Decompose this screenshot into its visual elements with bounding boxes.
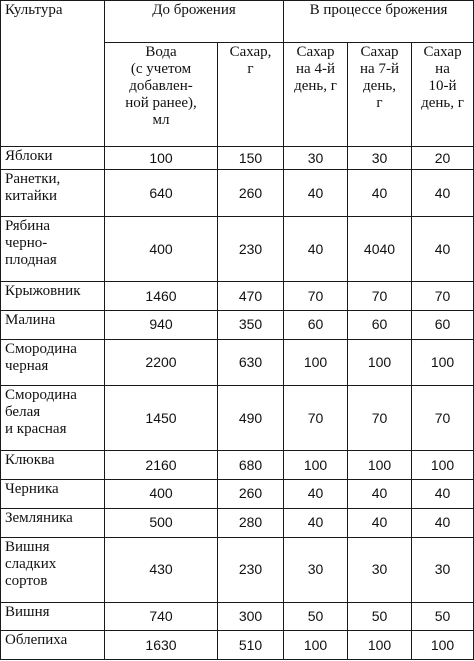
sugar-cell: 230 [218,537,284,602]
text-line: сладких [5,555,57,572]
text-line: Крыжовник [5,283,81,300]
culture-name-cell [1,217,105,282]
text-line: Облепиха [5,632,68,649]
header-culture: Культура [1,1,105,147]
water-cell: 1460 [105,282,218,311]
sugar-day4-cell: 70 [284,282,348,311]
text-line: Малина [5,311,56,328]
water-cell: 430 [105,537,218,602]
sugar-day7-cell: 70 [348,386,412,451]
sugar-cell: 280 [218,508,284,537]
water-cell: 500 [105,508,218,537]
table-row [1,147,474,170]
text-line: белая [5,404,41,421]
sugar-day10-cell: 40 [412,508,474,537]
text-line: Ранетки, [5,171,61,188]
water-cell: 740 [105,602,218,631]
text-line: Вишня [5,538,50,555]
culture-name-cell [1,282,105,311]
water-cell: 400 [105,480,218,509]
sugar-day7-cell: 40 [348,170,412,217]
culture-name-cell [1,602,105,631]
table-row [1,537,474,602]
text-line: г [247,61,254,77]
header-before-fermentation: До брожения [105,1,284,43]
sugar-day10-cell: 70 [412,282,474,311]
table-row [1,508,474,537]
text-line: Сахар [360,44,399,60]
text-line: Смородина [5,387,77,404]
culture-name-cell [1,147,105,170]
sugar-day4-cell: 40 [284,508,348,537]
table-row [1,339,474,386]
sugar-cell: 260 [218,170,284,217]
culture-name-cell [1,386,105,451]
text-line: Вишня [5,603,50,620]
text-line: черная [5,357,49,374]
sugar-day7-cell: 30 [348,537,412,602]
sugar-cell: 630 [218,339,284,386]
culture-name-cell [1,537,105,602]
text-line: на 4-й [296,61,335,77]
sugar-day10-cell: 30 [412,537,474,602]
sugar-day4-cell: 100 [284,339,348,386]
sugar-day4-cell: 40 [284,480,348,509]
water-cell: 640 [105,170,218,217]
culture-name-cell [1,310,105,339]
text-line: Вода [145,44,177,60]
table-row [1,282,474,311]
sugar-day7-cell: 50 [348,602,412,631]
sugar-cell: 300 [218,602,284,631]
sugar-day7-cell: 100 [348,339,412,386]
text-line: на [435,61,450,77]
text-line: плодная [5,252,57,269]
text-line: Клюква [5,452,55,469]
sugar-day7-cell: 40 [348,508,412,537]
text-line: сортов [5,572,48,589]
header-sugar [218,43,284,147]
sugar-cell: 150 [218,147,284,170]
sugar-day10-cell: 50 [412,602,474,631]
text-line: Черника [5,481,59,498]
header-during-fermentation: В процессе брожения [284,1,474,43]
sugar-day7-cell: 40 [348,480,412,509]
header-sugar-day7 [348,43,412,147]
text-line: Рябина [5,218,51,235]
sugar-day7-cell: 4040 [348,217,412,282]
sugar-cell: 350 [218,310,284,339]
header-sugar-day4 [284,43,348,147]
table-row [1,170,474,217]
header-water [105,43,218,147]
table-row [1,451,474,480]
sugar-day4-cell: 60 [284,310,348,339]
table-body [1,147,474,660]
sugar-day10-cell: 100 [412,451,474,480]
sugar-day4-cell: 40 [284,217,348,282]
water-cell: 400 [105,217,218,282]
sugar-day4-cell: 100 [284,631,348,660]
sugar-day10-cell: 70 [412,386,474,451]
sugar-day7-cell: 70 [348,282,412,311]
sugar-cell: 230 [218,217,284,282]
culture-name-cell [1,451,105,480]
table-row [1,310,474,339]
sugar-day7-cell: 100 [348,631,412,660]
table-row [1,386,474,451]
text-line: добавлен- [129,78,193,94]
water-cell: 2160 [105,451,218,480]
culture-name-cell [1,170,105,217]
text-line: день, г [294,78,337,94]
text-line: г [376,95,383,111]
text-line: день, г [421,95,464,111]
sugar-day7-cell: 30 [348,147,412,170]
sugar-day4-cell: 40 [284,170,348,217]
sugar-cell: 470 [218,282,284,311]
water-cell: 1450 [105,386,218,451]
text-line: Яблоки [5,148,53,164]
text-line: Земляника [5,509,73,526]
text-line: (с учетом [130,61,192,77]
culture-name-cell [1,339,105,386]
text-line: ной ранее), [125,95,197,111]
culture-name-cell [1,631,105,660]
text-line: Сахар [423,44,462,60]
sugar-day10-cell: 100 [412,631,474,660]
text-line: и красная [5,421,67,438]
sugar-day7-cell: 60 [348,310,412,339]
table-row [1,631,474,660]
sugar-day7-cell: 100 [348,451,412,480]
text-line: Сахар [296,44,335,60]
text-line: Сахар, [229,44,272,60]
sugar-day10-cell: 40 [412,170,474,217]
text-line: Смородина [5,340,77,357]
sugar-day10-cell: 40 [412,480,474,509]
sugar-day4-cell: 70 [284,386,348,451]
header-sugar-day10 [412,43,474,147]
sugar-cell: 510 [218,631,284,660]
sugar-day4-cell: 50 [284,602,348,631]
sugar-cell: 490 [218,386,284,451]
table-row [1,480,474,509]
text-line: китайки [5,188,58,205]
sugar-day10-cell: 100 [412,339,474,386]
text-line: 10-й [428,78,457,94]
header-row-top [1,1,474,43]
text-line: мл [152,112,170,128]
sugar-day4-cell: 30 [284,537,348,602]
sugar-day4-cell: 30 [284,147,348,170]
sugar-cell: 680 [218,451,284,480]
water-cell: 2200 [105,339,218,386]
table-row [1,602,474,631]
water-cell: 940 [105,310,218,339]
water-cell: 100 [105,147,218,170]
text-line: день, [363,78,396,94]
sugar-day10-cell: 20 [412,147,474,170]
water-cell: 1630 [105,631,218,660]
sugar-day10-cell: 40 [412,217,474,282]
culture-name-cell [1,508,105,537]
sugar-cell: 260 [218,480,284,509]
text-line: на 7-й [360,61,399,77]
culture-name-cell [1,480,105,509]
sugar-day10-cell: 60 [412,310,474,339]
sugar-day4-cell: 100 [284,451,348,480]
text-line: черно- [5,235,48,252]
table-row [1,217,474,282]
